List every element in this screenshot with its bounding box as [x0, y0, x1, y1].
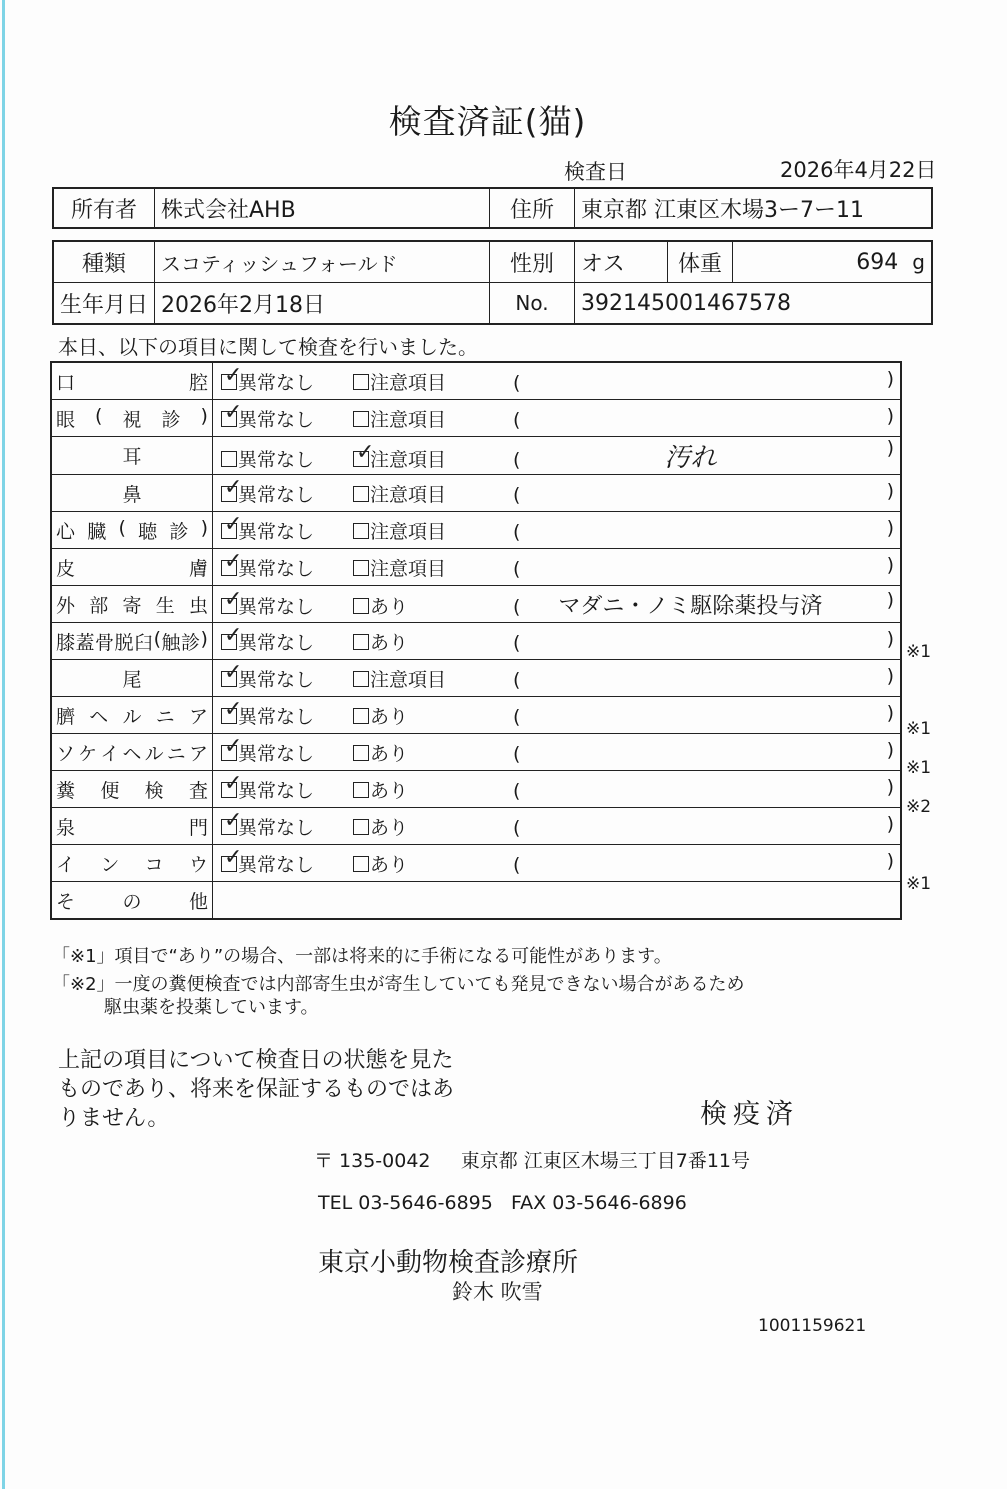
check-item-text: 鼻	[122, 483, 142, 506]
check-item-label	[51, 512, 213, 549]
asterisk-note: ※1	[906, 873, 932, 894]
option-label: あり	[370, 631, 409, 654]
check-row	[51, 400, 901, 437]
check-row	[51, 475, 901, 512]
check-result	[213, 362, 902, 400]
footnote-2-line1: 「※2」一度の糞便検査では内部寄生虫が寄生していても発見できない場合があるため	[52, 974, 745, 995]
checkbox[interactable]	[353, 745, 369, 761]
note-close-paren: )	[886, 849, 894, 872]
check-row	[51, 362, 901, 400]
checkbox[interactable]	[353, 708, 369, 724]
option-no-abnormality[interactable]	[221, 511, 353, 544]
option-label: 異常なし	[238, 779, 315, 802]
check-item-text: 耳	[122, 446, 142, 468]
note-close-paren: )	[886, 404, 894, 427]
check-row	[51, 512, 901, 549]
check-item-label	[51, 362, 213, 400]
option-attention[interactable]	[353, 850, 485, 877]
note-open-paren: (	[513, 371, 521, 394]
check-item-label	[51, 771, 213, 808]
check-result	[213, 808, 902, 845]
check-item-text: ソ ケ イ ヘ ル ニ ア	[56, 742, 208, 765]
option-no-abnormality[interactable]	[221, 548, 353, 581]
checkbox[interactable]	[221, 451, 237, 467]
option-no-abnormality[interactable]	[221, 622, 353, 655]
check-result	[213, 660, 902, 697]
asterisk-note: ※1	[906, 719, 932, 740]
note-open-paren: (	[513, 520, 521, 543]
option-no-abnormality[interactable]	[221, 445, 353, 472]
check-item-text: 泉 門	[56, 816, 208, 839]
option-no-abnormality[interactable]	[221, 399, 353, 432]
check-row	[51, 808, 901, 845]
option-label: あり	[370, 595, 409, 618]
note-close-paren: )	[886, 738, 894, 761]
checkbox[interactable]	[353, 856, 369, 872]
option-label: 異常なし	[238, 705, 315, 728]
option-attention[interactable]	[353, 554, 485, 581]
other-label-text: そ の 他	[56, 890, 208, 913]
option-label: 注意項目	[370, 408, 447, 431]
checkbox[interactable]	[221, 511, 243, 539]
note-open-paren: (	[513, 557, 521, 580]
check-result	[213, 400, 902, 437]
clinic-contact-line	[318, 1192, 687, 1214]
option-label: あり	[370, 742, 409, 765]
checkbox[interactable]	[221, 586, 243, 614]
check-item-text: 糞 便 検 査	[56, 779, 208, 802]
check-mark-icon: ✓	[224, 622, 243, 648]
address-value: 東京都 江東区木場3ー7ー11	[575, 188, 933, 228]
check-mark-icon: ✓	[224, 586, 243, 612]
clinic-postal: 〒 135-0042	[314, 1150, 431, 1172]
note-close-paren: )	[886, 627, 894, 650]
note-open-paren: (	[513, 853, 521, 876]
check-mark-icon: ✓	[224, 733, 243, 759]
option-no-abnormality[interactable]	[221, 770, 353, 803]
check-row	[51, 623, 901, 660]
checks-table	[50, 361, 902, 920]
option-attention[interactable]	[353, 776, 485, 803]
weight-cell	[733, 241, 932, 283]
check-row	[51, 586, 901, 623]
checkbox[interactable]	[221, 844, 243, 872]
check-row	[51, 437, 901, 475]
weight-value: 694	[856, 249, 899, 275]
check-note: 汚れ	[664, 443, 717, 473]
note-open-paren: (	[513, 449, 521, 471]
check-note: マダニ・ノミ駆除薬投与済	[558, 593, 823, 619]
check-mark-icon: ✓	[356, 440, 375, 465]
check-item-label	[51, 734, 213, 771]
option-attention[interactable]	[353, 628, 485, 655]
check-row	[51, 845, 901, 882]
option-label: 異常なし	[238, 595, 315, 618]
note-close-paren: )	[886, 775, 894, 798]
check-row	[51, 697, 901, 734]
note-open-paren: (	[513, 705, 521, 728]
checkbox[interactable]	[353, 634, 369, 650]
option-no-abnormality[interactable]	[221, 362, 353, 395]
note-close-paren: )	[886, 367, 894, 390]
checkbox[interactable]	[221, 622, 243, 650]
check-result	[213, 623, 902, 660]
checkbox[interactable]	[353, 486, 369, 502]
option-attention[interactable]	[353, 702, 485, 729]
option-attention[interactable]	[353, 368, 485, 395]
check-item-label	[51, 400, 213, 437]
breed-value: スコティッシュフォールド	[155, 241, 490, 283]
checkbox[interactable]	[353, 671, 369, 687]
note-open-paren: (	[513, 779, 521, 802]
check-mark-icon: ✓	[224, 844, 243, 870]
option-label: あり	[370, 705, 409, 728]
clinic-name: 東京小動物検査診療所	[318, 1248, 579, 1278]
check-item-text: 尾	[122, 668, 142, 691]
check-result	[213, 549, 902, 586]
option-label: 異常なし	[238, 668, 315, 691]
option-no-abnormality[interactable]	[221, 659, 353, 692]
option-no-abnormality[interactable]	[221, 733, 353, 766]
check-item-label	[51, 660, 213, 697]
option-label: あり	[370, 853, 409, 876]
check-row	[51, 549, 901, 586]
check-mark-icon: ✓	[224, 362, 243, 388]
check-result	[213, 734, 902, 771]
option-label: 異常なし	[238, 742, 315, 765]
option-attention[interactable]	[353, 405, 485, 432]
owner-table	[52, 187, 933, 229]
birth-label: 生年月日	[53, 283, 155, 325]
check-item-label	[51, 845, 213, 882]
note-open-paren: (	[513, 816, 521, 839]
checkbox[interactable]	[353, 523, 369, 539]
sex-label: 性別	[490, 241, 575, 283]
note-open-paren: (	[513, 631, 521, 654]
check-item-label	[51, 475, 213, 512]
option-attention[interactable]	[353, 480, 485, 507]
exam-date-value: 2026年4月22日	[780, 158, 937, 182]
check-item-text: 口 腔	[56, 371, 208, 394]
other-label	[51, 882, 213, 920]
check-item-label	[51, 437, 213, 475]
footnote-1: 「※1」項目で“あり”の場合、一部は将来的に手術になる可能性があります。	[52, 946, 672, 967]
option-label: 注意項目	[370, 449, 447, 471]
clinic-address: 東京都 江東区木場三丁目7番11号	[460, 1150, 751, 1172]
check-mark-icon: ✓	[224, 807, 243, 833]
note-open-paren: (	[513, 742, 521, 765]
option-label: 注意項目	[370, 668, 447, 691]
check-result	[213, 475, 902, 512]
option-label: あり	[370, 779, 409, 802]
checkbox[interactable]	[221, 807, 243, 835]
option-label: 異常なし	[238, 371, 315, 394]
check-result	[213, 697, 902, 734]
check-item-label	[51, 808, 213, 845]
note-open-paren: (	[513, 668, 521, 691]
note-close-paren: )	[886, 479, 894, 502]
checkbox[interactable]	[221, 548, 243, 576]
breed-label: 種類	[53, 241, 155, 283]
note-open-paren: (	[513, 483, 521, 506]
check-item-label	[51, 623, 213, 660]
checkbox[interactable]	[221, 733, 243, 761]
checkbox[interactable]	[353, 560, 369, 576]
check-row-other	[51, 882, 901, 920]
note-close-paren: )	[886, 553, 894, 576]
scan-edge-line	[2, 0, 5, 1489]
animal-table	[52, 240, 933, 325]
check-mark-icon: ✓	[224, 770, 243, 796]
check-mark-icon: ✓	[224, 474, 243, 500]
option-no-abnormality[interactable]	[221, 807, 353, 840]
other-value[interactable]	[213, 882, 902, 920]
option-no-abnormality[interactable]	[221, 844, 353, 877]
check-result	[213, 845, 902, 882]
note-close-paren: )	[886, 664, 894, 687]
check-item-text: 臍 ヘ ル ニ ア	[56, 705, 208, 728]
checkbox[interactable]	[353, 819, 369, 835]
note-close-paren: )	[886, 812, 894, 835]
weight-label: 体重	[668, 241, 733, 283]
exam-date-label: 検査日	[564, 160, 627, 184]
option-label: 注意項目	[370, 483, 447, 506]
checkbox[interactable]	[221, 362, 243, 390]
checkbox[interactable]	[221, 696, 243, 724]
option-label: 異常なし	[238, 449, 315, 471]
check-item-label	[51, 549, 213, 586]
intro-text: 本日、以下の項目に関して検査を行いました。	[58, 335, 478, 359]
owner-value: 株式会社AHB	[155, 188, 490, 228]
check-row	[51, 771, 901, 808]
check-row	[51, 734, 901, 771]
option-attention[interactable]	[353, 665, 485, 692]
check-row	[51, 660, 901, 697]
checkbox[interactable]	[353, 782, 369, 798]
option-label: 異常なし	[238, 816, 315, 839]
checkbox[interactable]	[221, 659, 243, 687]
asterisk-note: ※1	[906, 642, 932, 663]
check-result	[213, 771, 902, 808]
clinic-tel: TEL 03-5646-6895	[318, 1192, 493, 1214]
check-item-text: 皮 膚	[56, 557, 208, 580]
weight-unit: g	[912, 249, 925, 274]
check-item-label	[51, 697, 213, 734]
footnote-2-line2: 駆虫薬を投薬しています。	[104, 997, 319, 1018]
check-item-text: 外 部 寄 生 虫	[56, 594, 208, 617]
checkbox[interactable]	[221, 399, 243, 427]
option-label: 注意項目	[370, 520, 447, 543]
disclaimer-text: 上記の項目について検査日の状態を見たものであり、将来を保証するものではありません。	[58, 1048, 455, 1131]
option-attention[interactable]	[353, 517, 485, 544]
option-label: 注意項目	[370, 371, 447, 394]
no-label: No.	[490, 283, 575, 325]
option-no-abnormality[interactable]	[221, 474, 353, 507]
note-open-paren: (	[513, 408, 521, 431]
check-item-label	[51, 586, 213, 623]
checkbox[interactable]	[221, 770, 243, 798]
check-item-text: 膝 蓋 骨 脱 臼 ( 触 診 )	[56, 627, 208, 654]
check-result	[213, 512, 902, 549]
check-mark-icon: ✓	[224, 659, 243, 685]
asterisk-note: ※1	[906, 758, 932, 778]
option-label: あり	[370, 816, 409, 839]
note-close-paren: )	[886, 437, 894, 459]
option-label: 異常なし	[238, 557, 315, 580]
option-no-abnormality[interactable]	[221, 696, 353, 729]
check-item-text: 心 臓 ( 聴 診 )	[56, 516, 208, 543]
note-close-paren: )	[886, 588, 894, 611]
option-attention[interactable]	[353, 592, 485, 619]
option-label: 異常なし	[238, 483, 315, 506]
checkbox[interactable]	[221, 474, 243, 502]
check-result	[213, 586, 902, 623]
birth-value: 2026年2月18日	[155, 283, 490, 325]
veterinarian-name: 鈴木 吹雪	[452, 1280, 543, 1304]
check-mark-icon: ✓	[224, 399, 243, 425]
no-value: 392145001467578	[575, 283, 932, 325]
note-open-paren: (	[513, 595, 521, 618]
option-label: 異常なし	[238, 853, 315, 876]
option-attention[interactable]	[353, 440, 485, 472]
address-label: 住所	[490, 188, 575, 228]
option-no-abnormality[interactable]	[221, 586, 353, 619]
note-close-paren: )	[886, 516, 894, 539]
document-number: 1001159621	[758, 1316, 867, 1336]
option-attention[interactable]	[353, 813, 485, 840]
check-mark-icon: ✓	[224, 548, 243, 574]
option-label: 注意項目	[370, 557, 447, 580]
sex-value: オス	[575, 241, 668, 283]
checkbox[interactable]	[353, 411, 369, 427]
clinic-address-line	[314, 1146, 750, 1173]
checkbox[interactable]	[353, 598, 369, 614]
option-attention[interactable]	[353, 739, 485, 766]
check-item-text: イ ン コ ウ	[56, 853, 208, 876]
checkbox[interactable]	[353, 440, 375, 467]
checkbox[interactable]	[353, 374, 369, 390]
option-label: 異常なし	[238, 520, 315, 543]
check-item-text: 眼 ( 視 診 )	[56, 404, 208, 431]
owner-label: 所有者	[53, 188, 155, 228]
asterisk-note: ※2	[906, 796, 932, 817]
page-title: 検査済証(猫)	[388, 102, 587, 141]
check-result	[213, 437, 902, 475]
clinic-fax: FAX 03-5646-6896	[510, 1192, 687, 1214]
option-label: 異常なし	[238, 631, 315, 654]
option-label: 異常なし	[238, 408, 315, 431]
check-mark-icon: ✓	[224, 511, 243, 537]
note-close-paren: )	[886, 701, 894, 724]
inspection-stamp: 検疫済	[700, 1099, 799, 1130]
check-mark-icon: ✓	[224, 696, 243, 722]
